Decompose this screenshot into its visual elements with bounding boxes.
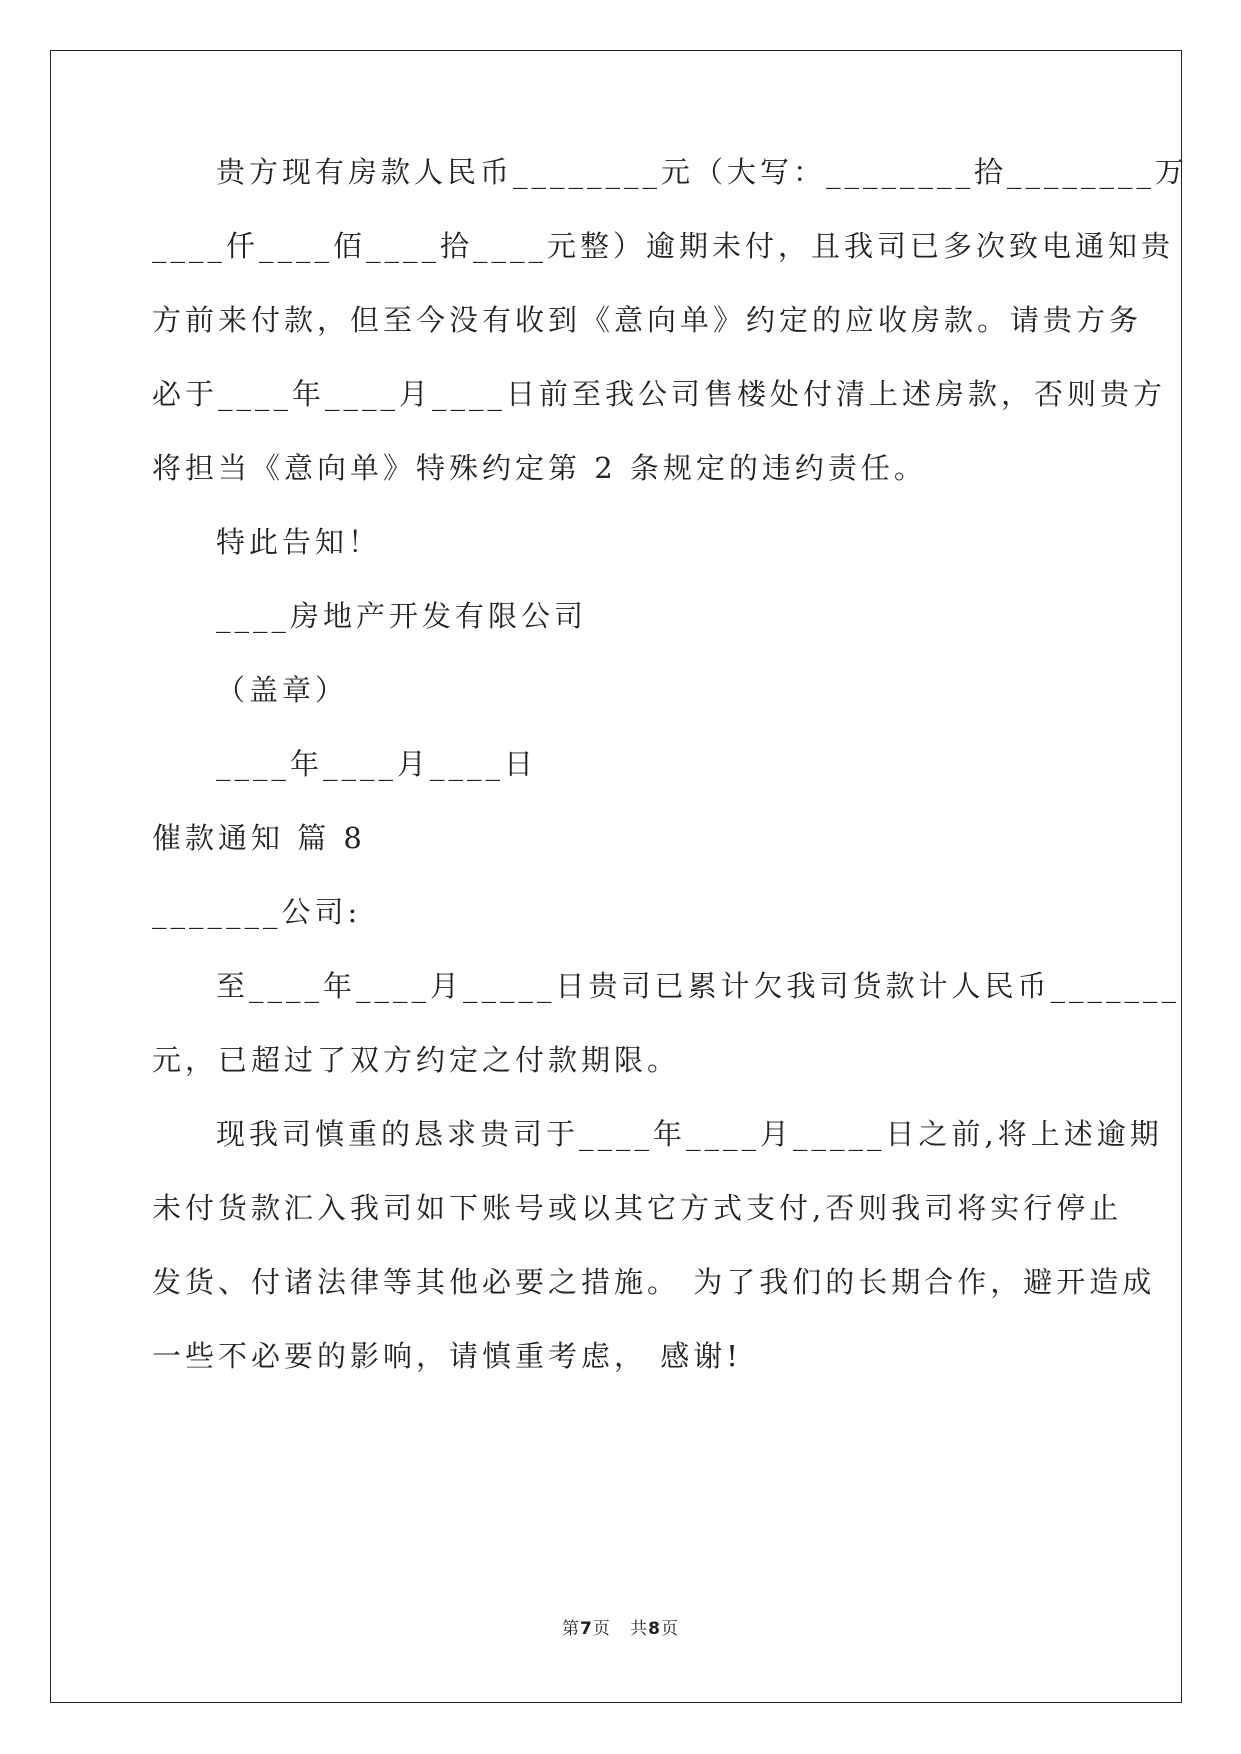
page-prefix: 第 (562, 1619, 581, 1639)
paragraph-3-line-4: 一些不必要的影响，请慎重考虑， 感谢! (152, 1339, 742, 1373)
total-prefix: 共 (630, 1619, 649, 1639)
paragraph-1-line-1: 贵方现有房款人民币________元（大写：________拾________万 (216, 155, 1189, 189)
paragraph-2-line-2: 元，已超过了双方约定之付款期限。 (152, 1043, 681, 1077)
section-heading: 催款通知 篇 8 (152, 821, 366, 855)
date-line: ____年____月____日 (216, 747, 538, 781)
addressee: _______公司: (152, 895, 362, 929)
page-total: 8 (648, 1619, 661, 1639)
paragraph-3-line-2: 未付货款汇入我司如下账号或以其它方式支付,否则我司将实行停止 (152, 1191, 1123, 1225)
paragraph-1-line-5: 将担当《意向单》特殊约定第 2 条规定的违约责任。 (152, 451, 927, 485)
page-border (50, 50, 1189, 1703)
paragraph-2-line-1: 至____年____月_____日贵司已累计欠我司货款计人民币_______ (216, 969, 1181, 1003)
paragraph-1-line-2: ____仟____佰____拾____元整）逾期未付，且我司已多次致电通知贵 (152, 229, 1175, 263)
paragraph-1-line-4: 必于____年____月____日前至我公司售楼处付清上述房款，否则贵方 (152, 377, 1167, 411)
paragraph-3-line-1: 现我司慎重的恳求贵司于____年____月_____日之前,将上述逾期 (216, 1117, 1163, 1151)
total-suffix: 页 (660, 1619, 679, 1639)
page-current: 7 (580, 1619, 593, 1639)
notice-closing: 特此告知！ (216, 525, 382, 559)
page-suffix: 页 (592, 1619, 611, 1639)
seal-label: （盖章） (216, 673, 349, 707)
paragraph-3-line-3: 发货、付诸法律等其他必要之措施。 为了我们的长期合作，避开造成 (152, 1265, 1156, 1299)
company-name: ____房地产开发有限公司 (216, 599, 588, 633)
page-footer (0, 1614, 1241, 1639)
paragraph-1-line-3: 方前来付款，但至今没有收到《意向单》约定的应收房款。请贵方务 (152, 303, 1143, 337)
